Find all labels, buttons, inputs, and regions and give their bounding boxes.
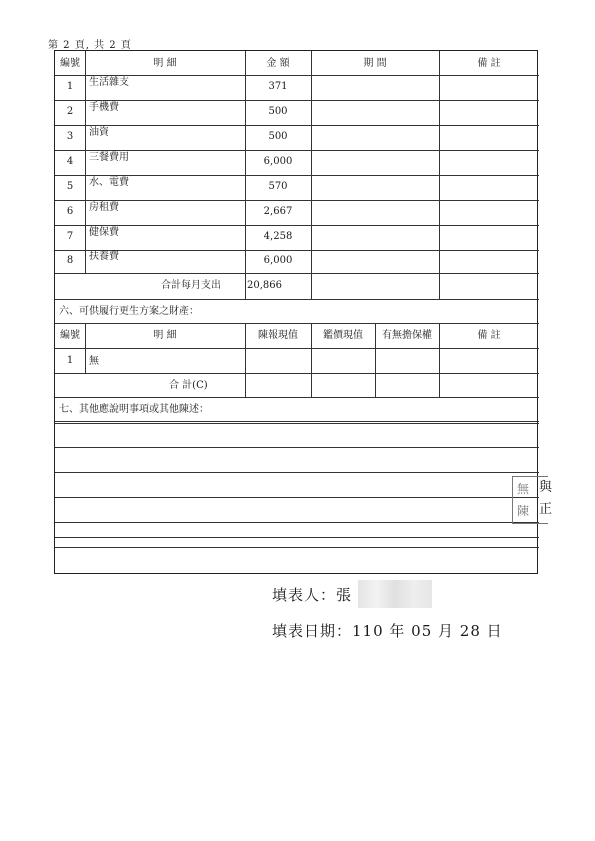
s6-header-remark: 備 註 (477, 330, 501, 341)
s6-header-reported: 陳報現值 (258, 330, 298, 341)
table-row-no: 7 (66, 231, 74, 242)
table-row-detail: 三餐費用 (89, 152, 129, 163)
table-row-detail: 扶養費 (89, 251, 119, 262)
table-row-amount: 2,667 (263, 206, 293, 217)
total-value: 20,866 (247, 280, 282, 291)
stamp-char: 與 (539, 480, 553, 495)
table-row-amount: 6,000 (263, 156, 293, 167)
s6-header-collateral: 有無擔保權 (382, 330, 432, 341)
table-row-amount: 371 (268, 81, 288, 92)
header-no: 編號 (60, 58, 80, 69)
table-row-no: 1 (66, 81, 74, 92)
page-label: 第 2 頁, 共 2 頁 (48, 40, 132, 51)
table-row-detail: 健保費 (89, 227, 119, 238)
table-row-amount: 570 (268, 181, 288, 192)
table-row-no: 5 (66, 181, 74, 192)
s6-row-detail: 無 (89, 356, 99, 367)
header-period: 期 間 (363, 58, 387, 69)
table-row-amount: 500 (268, 131, 288, 142)
fill-date: 填表日期：110 年 05 月 28 日 (272, 622, 503, 640)
table-row-no: 2 (66, 106, 74, 117)
table-row-amount: 500 (268, 106, 288, 117)
table-row-detail: 房租費 (89, 202, 119, 213)
stamp-char: 正 (539, 502, 553, 517)
s6-total-label: 合 計(C) (169, 380, 208, 391)
table-row-no: 3 (66, 131, 74, 142)
s6-header-no: 編號 (60, 330, 80, 341)
section6-title: 六、可供履行更生方案之財產： (59, 306, 199, 317)
header-amount: 金 額 (266, 58, 290, 69)
table-row-detail: 手機費 (89, 102, 119, 113)
stamp-char: 無 (517, 482, 530, 496)
table-row-amount: 6,000 (263, 255, 293, 266)
total-label: 合計每月支出 (161, 280, 221, 291)
header-detail: 明 細 (153, 58, 177, 69)
table-row-no: 4 (66, 156, 74, 167)
table-row-detail: 水、電費 (89, 177, 129, 188)
table-row-detail: 油資 (89, 127, 109, 138)
section7-title: 七、其他應說明事項或其他陳述： (59, 404, 209, 415)
redacted-name (358, 580, 432, 608)
header-remark: 備 註 (477, 58, 501, 69)
table-row-no: 6 (66, 206, 74, 217)
table-row-no: 8 (66, 255, 74, 266)
table-row-detail: 生活雜支 (89, 77, 129, 88)
s6-header-appraised: 鑑價現值 (323, 330, 363, 341)
seal-stamp (512, 476, 553, 524)
stamp-char: 陳 (517, 504, 530, 518)
filler-label: 填表人：張 (272, 586, 353, 604)
s6-row-no: 1 (66, 355, 74, 366)
s6-header-detail: 明 細 (153, 330, 177, 341)
form-frame (54, 50, 538, 574)
table-row-amount: 4,258 (263, 231, 293, 242)
